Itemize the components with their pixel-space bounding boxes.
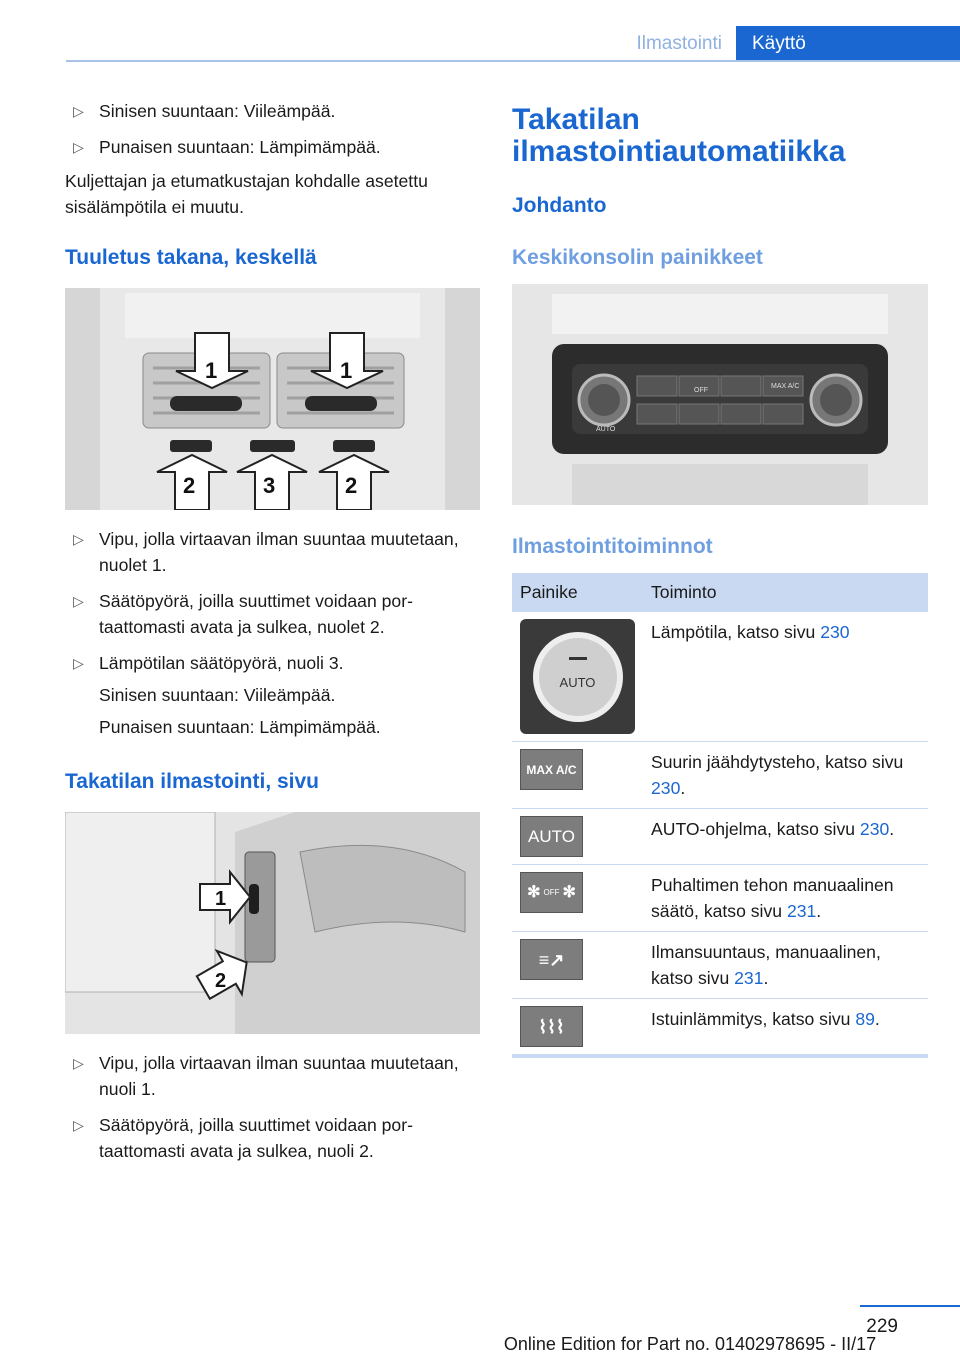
figure-label: 3 — [263, 473, 276, 498]
header-rule — [66, 60, 960, 62]
temperature-dial-icon — [520, 619, 635, 734]
list-item-text: Säätöpyörä, joilla suuttimet voidaan portaattomasti avata ja sulkea, nuoli 2. — [99, 1115, 413, 1161]
bullet-triangle-icon: ▷ — [73, 1117, 84, 1133]
figure-label: MAX A/C — [771, 383, 800, 390]
list-item-text: Vipu, jolla virtaavan ilman suuntaa muutetaan, nuoli 1. — [99, 1053, 459, 1099]
icon-cell — [512, 932, 643, 999]
icon-cell — [512, 999, 643, 1057]
fan-off-icon: ✻ OFF ✻ — [520, 872, 583, 913]
center-console-figure — [512, 284, 928, 505]
function-text: Suurin jäähdytysteho, katso sivu — [651, 752, 904, 772]
suffix: . — [680, 778, 686, 798]
figure-label: 2 — [215, 970, 227, 992]
dial-label: AUTO — [559, 675, 596, 690]
icon-cell — [512, 742, 643, 809]
list-item — [65, 1112, 480, 1164]
page-link[interactable]: 231 — [734, 968, 764, 988]
table-row — [512, 612, 928, 742]
figure-label: 1 — [215, 888, 227, 910]
bullet-triangle-icon: ▷ — [73, 655, 84, 671]
header-section-tab: Käyttö — [736, 26, 960, 62]
figure-label: 1 — [205, 358, 218, 383]
list-item — [65, 1050, 480, 1102]
table-row — [512, 999, 928, 1057]
page-link[interactable]: 231 — [786, 901, 817, 921]
seat-heating-icon: ⌇⌇⌇ — [520, 1006, 583, 1047]
list-item — [65, 588, 480, 640]
function-cell — [643, 865, 928, 932]
function-cell — [643, 809, 928, 865]
suffix: . — [874, 1009, 880, 1029]
suffix: . — [763, 968, 769, 988]
table-row — [512, 932, 928, 999]
bullet-triangle-icon: ▷ — [73, 1055, 84, 1071]
edition-note: Online Edition for Part no. 01402978695 - II/17 — [503, 1334, 877, 1354]
table-header-row — [512, 573, 928, 612]
page-title: Takatilan ilmastointiautomatiikka — [512, 103, 846, 168]
sub-line: Punaisen suuntaan: Lämpimämpää. — [99, 717, 381, 737]
page-link[interactable]: 230 — [820, 622, 850, 642]
section-heading-rear-side: Takatilan ilmastointi, sivu — [65, 770, 320, 793]
function-text: Puhaltimen tehon manuaalinen säätö, katso sivu — [651, 875, 894, 921]
list-item-text: Vipu, jolla virtaavan ilman suuntaa muutetaan, nuolet 1. — [99, 529, 459, 575]
page-link[interactable]: 230 — [651, 778, 681, 798]
icon-label: OFF — [543, 887, 560, 897]
function-cell — [643, 999, 928, 1057]
column-header-button: Painike — [512, 573, 643, 612]
figure-label: 2 — [183, 473, 196, 498]
paragraph: Kuljettajan ja etumatkustajan kohdalle asetettu sisälämpötila ei muutu. — [65, 171, 428, 217]
air-distribution-icon: ≡↗ — [520, 939, 583, 980]
list-item — [65, 650, 480, 676]
function-text: Istuinlämmitys, katso sivu — [651, 1009, 856, 1029]
header-chapter: Ilmastointi — [636, 33, 722, 54]
bullet-triangle-icon: ▷ — [73, 531, 84, 547]
function-text: AUTO-ohjelma, katso sivu — [651, 819, 860, 839]
table-row — [512, 809, 928, 865]
subheading-functions: Ilmastointitoiminnot — [512, 535, 713, 558]
list-item — [65, 134, 480, 160]
auto-icon — [520, 816, 583, 857]
rear-side-vent-figure — [65, 812, 480, 1034]
section-heading-rear-center: Tuuletus takana, keskellä — [65, 246, 317, 269]
icon-cell — [512, 809, 643, 865]
figure-label: AUTO — [596, 426, 616, 433]
right-column — [512, 104, 928, 1058]
function-cell — [643, 932, 928, 999]
bullet-triangle-icon: ▷ — [73, 593, 84, 609]
list-item — [65, 98, 480, 124]
bullet-triangle-icon: ▷ — [73, 139, 84, 155]
function-cell — [643, 612, 928, 742]
sub-line: Sinisen suuntaan: Viileämpää. — [99, 685, 336, 705]
icon-cell — [512, 612, 643, 742]
function-cell — [643, 742, 928, 809]
bullet-triangle-icon: ▷ — [73, 103, 84, 119]
function-text: Lämpötila, katso sivu — [651, 622, 821, 642]
icon-label: MAX A/C — [526, 762, 577, 777]
page-number: 229 — [866, 1316, 898, 1337]
list-item-text: Lämpötilan säätöpyörä, nuoli 3. — [99, 653, 344, 673]
page-link[interactable]: 89 — [855, 1009, 875, 1029]
figure-label: 2 — [345, 473, 358, 498]
figure-label: 1 — [340, 358, 353, 383]
suffix: . — [816, 901, 822, 921]
icon-cell — [512, 865, 643, 932]
footer-rule — [860, 1305, 960, 1307]
functions-table — [512, 573, 928, 1058]
list-item-text: Punaisen suuntaan: Lämpimämpää. — [99, 137, 381, 157]
suffix: . — [889, 819, 895, 839]
icon-label: AUTO — [528, 826, 575, 846]
max-ac-icon — [520, 749, 583, 790]
table-row — [512, 742, 928, 809]
function-text: Ilmansuuntaus, manuaalinen, katso sivu — [651, 942, 881, 988]
rear-center-vents-figure — [65, 288, 480, 510]
left-column — [65, 98, 480, 1174]
list-item-text: Säätöpyörä, joilla suuttimet voidaan portaattomasti avata ja sulkea, nuolet 2. — [99, 591, 413, 637]
table-row — [512, 865, 928, 932]
figure-label: OFF — [694, 387, 708, 394]
column-header-function: Toiminto — [643, 573, 928, 612]
subheading-console-buttons: Keskikonsolin painikkeet — [512, 246, 763, 269]
list-item — [65, 526, 480, 578]
list-item-text: Sinisen suuntaan: Viileämpää. — [99, 101, 336, 121]
page-link[interactable]: 230 — [859, 819, 890, 839]
subheading-introduction: Johdanto — [512, 194, 607, 217]
